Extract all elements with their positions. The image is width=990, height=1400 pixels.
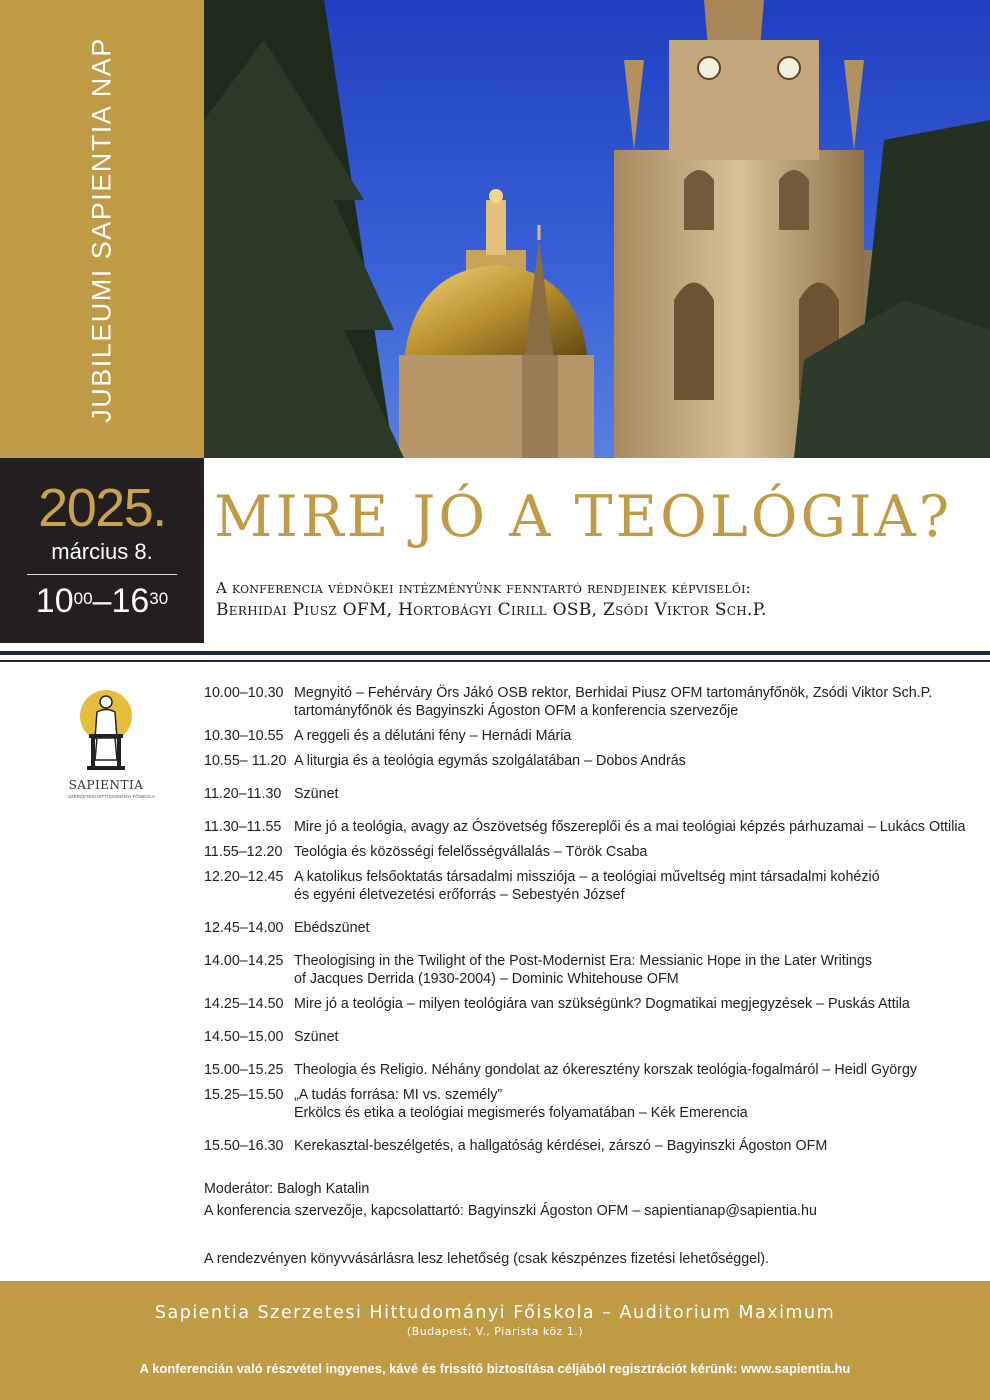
program-time: 14.50–15.00 (204, 1029, 284, 1045)
program-text: „A tudás forrása: MI vs. személy” (294, 1087, 503, 1103)
divider-thin (0, 660, 990, 662)
program-time: 10.30–10.55 (204, 728, 284, 744)
program-time: 12.20–12.45 (204, 869, 284, 885)
vertical-event-title: JUBILEUMI SAPIENTIA NAP (86, 37, 117, 423)
program-time: 15.00–15.25 (204, 1062, 284, 1078)
date-box (0, 458, 204, 643)
contact-block (204, 1178, 817, 1222)
venue-name: Sapientia Szerzetesi Hittudományi Főiskola – Auditorium Maximum (154, 1303, 836, 1323)
program-text: Ebédszünet (294, 920, 370, 936)
moderator-text: Moderátor: Balogh Katalin (204, 1181, 370, 1197)
program-row (204, 843, 988, 861)
program-time: 10.00–10.30 (204, 685, 284, 701)
divider-thick (0, 651, 990, 655)
program-row (204, 952, 988, 988)
time-end-minute: 30 (149, 589, 169, 608)
program-text: A katolikus felsőoktatás társadalmi missziója – a teológiai műveltség mint társadalmi kohézió (294, 869, 880, 885)
patrons-block (216, 578, 767, 622)
program-desc (294, 684, 988, 720)
program-text: Mire jó a teológia – milyen teológiára van szükségünk? Dogmatikai megjegyzések – Puskás Attila (294, 996, 910, 1012)
program-text: Theologia és Religio. Néhány gondolat az ókeresztény korszak teológia-fogalmáról – Heidl György (294, 1062, 918, 1078)
program-time: 15.50–16.30 (204, 1138, 284, 1154)
program-desc (294, 1086, 988, 1122)
time-end-hour: 16 (111, 582, 150, 620)
program-row (204, 785, 988, 803)
program-row (204, 1061, 988, 1079)
program-text: Kerekasztal-beszélgetés, a hallgatóság kérdései, zárszó – Bagyinszki Ágoston OFM (294, 1138, 828, 1154)
program-time: 11.20–11.30 (204, 786, 282, 802)
program-row (204, 727, 988, 745)
time-start-hour: 10 (35, 582, 74, 620)
program-time: 11.55–12.20 (204, 844, 283, 860)
program-text: A reggeli és a délutáni fény – Hernádi Mária (294, 728, 572, 744)
program-text: A liturgia és a teológia egymás szolgálatában – Dobos András (294, 753, 686, 769)
sapientia-logo (68, 688, 156, 799)
date-divider (27, 574, 177, 575)
venue-banner (0, 1281, 990, 1400)
event-year: 2025. (38, 478, 166, 538)
program-text: Teológia és közösségi felelősségvállalás – Török Csaba (294, 844, 648, 860)
program-list (204, 684, 988, 1155)
organizer-contact: A konferencia szervezője, kapcsolattartó: Bagyinszki Ágoston OFM – sapientianap@sapientia.hu (204, 1203, 817, 1219)
cathedral-illustration (204, 0, 990, 458)
program-text-cont: tartományfőnök és Bagyinszki Ágoston OFM a konferencia szervezője (294, 703, 739, 719)
program-row (204, 684, 988, 720)
conference-title: MIRE JÓ A TEOLÓGIA? (214, 484, 953, 550)
program-time: 10.55– 11.20 (204, 753, 287, 769)
program-time: 14.00–14.25 (204, 953, 284, 969)
venue-address: (Budapest, V., Piarista köz 1.) (406, 1325, 584, 1338)
program-row (204, 818, 988, 836)
time-start-minute: 00 (73, 589, 93, 608)
logo-subtitle: SZERZETESI HITTUDOMÁNYI FŐISKOLA (68, 794, 156, 799)
program-text-cont: Erkölcs és etika a teológiai megismerés folyamatában – Kék Emerencia (294, 1105, 748, 1121)
program-row (204, 752, 988, 770)
event-time (0, 581, 204, 621)
program-row (204, 868, 988, 904)
program-time: 15.25–15.50 (204, 1087, 284, 1103)
program-text: Megnyitó – Fehérváry Örs Jákó OSB rektor, Berhidai Piusz OFM tartományfőnök, Zsódi Viktor Sch.P. (294, 685, 933, 701)
cathedral-photo (204, 0, 990, 458)
program-text: Szünet (294, 1029, 339, 1045)
logo-name: SAPIENTIA (68, 778, 144, 792)
program-time: 11.30–11.55 (204, 819, 282, 835)
program-row (204, 1086, 988, 1122)
registration-note: A konferencián való részvétel ingyenes, kávé és frissítő biztosítása céljából regisztrációt kérünk: www.sapientia.hu (139, 1361, 851, 1376)
program-desc (294, 868, 988, 904)
patrons-intro: A konferencia védnökei intézményünk fenntartó rendjeinek képviselői: (216, 579, 751, 597)
program-time: 14.25–14.50 (204, 996, 284, 1012)
gold-sidebar (0, 0, 204, 458)
book-sale-note: A rendezvényen könyvvásárlásra lesz lehetőség (csak készpénzes fizetési lehetőséggel). (204, 1251, 770, 1267)
seated-figure-emblem (75, 688, 137, 772)
event-date: március 8. (51, 539, 153, 564)
time-separator: – (92, 582, 112, 620)
program-row (204, 995, 988, 1013)
program-text: Mire jó a teológia, avagy az Ószövetség főszereplői és a mai teológiai képzés párhuzamai – Lukács Ottilia (294, 819, 966, 835)
program-text-cont: és egyéni életvezetési erőforrás – Sebestyén József (294, 887, 625, 903)
program-text-cont: of Jacques Derrida (1930-2004) – Dominic Whitehouse OFM (294, 971, 679, 987)
program-text: Theologising in the Twilight of the Post-Modernist Era: Messianic Hope in the Later Writings (294, 953, 872, 969)
patrons-names: Berhidai Piusz OFM, Hortobágyi Cirill OSB, Zsódi Viktor Sch.P. (216, 600, 767, 620)
program-time: 12.45–14.00 (204, 920, 284, 936)
program-row (204, 919, 988, 937)
program-row (204, 1028, 988, 1046)
program-row (204, 1137, 988, 1155)
program-desc (294, 952, 988, 988)
program-text: Szünet (294, 786, 339, 802)
